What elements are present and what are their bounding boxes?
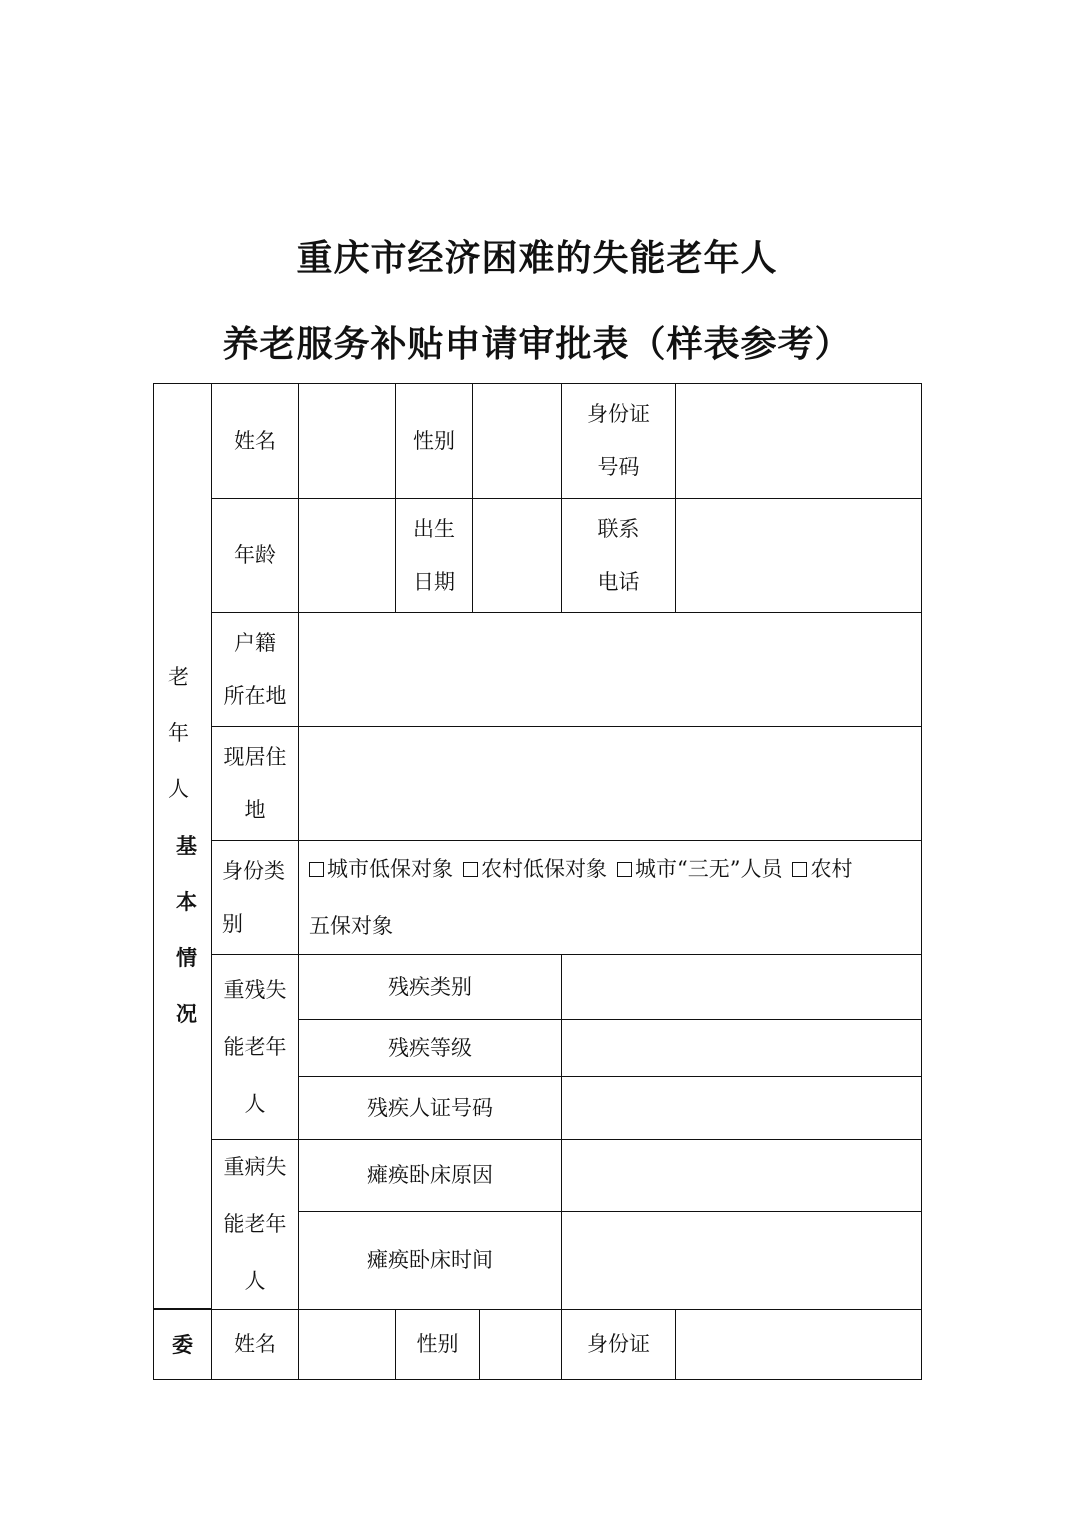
residence-label: 现居住 地 xyxy=(211,726,299,841)
bedridden-reason-label: 瘫痪卧床原因 xyxy=(298,1139,562,1212)
elder-section-header-char: 况 xyxy=(176,1001,197,1026)
id-number-label: 身份证 号码 xyxy=(561,383,676,499)
elder-section-header-char: 人 xyxy=(168,777,189,801)
option-urban-dibao[interactable]: 城市低保对象 xyxy=(309,857,453,881)
residence-field[interactable] xyxy=(298,726,922,841)
agent-id-label: 身份证 xyxy=(561,1309,676,1380)
disability-level-label: 残疾等级 xyxy=(298,1019,562,1077)
elder-section-header-char: 基 xyxy=(176,833,197,858)
age-label: 年龄 xyxy=(211,498,299,613)
checkbox-icon[interactable] xyxy=(463,862,478,877)
bedridden-reason-field[interactable] xyxy=(561,1139,922,1212)
bedridden-time-label: 瘫痪卧床时间 xyxy=(298,1211,562,1310)
name-field[interactable] xyxy=(298,383,396,499)
agent-name-label: 姓名 xyxy=(211,1309,299,1380)
gender-field[interactable] xyxy=(472,383,562,499)
age-field[interactable] xyxy=(298,498,396,613)
elder-section-header xyxy=(153,383,212,1309)
elder-section-header-char: 情 xyxy=(176,945,197,970)
elder-section-header-char: 年 xyxy=(168,721,189,745)
disability-type-field[interactable] xyxy=(561,954,922,1020)
option-rural-wubao[interactable]: 农村 xyxy=(792,857,852,881)
form-title-line-1: 重庆市经济困难的失能老年人 xyxy=(296,237,778,279)
disability-cert-label: 残疾人证号码 xyxy=(298,1076,562,1140)
disability-level-field[interactable] xyxy=(561,1019,922,1077)
birth-date-label: 出生 日期 xyxy=(395,498,473,613)
birth-date-field[interactable] xyxy=(472,498,562,613)
gender-label: 性别 xyxy=(395,383,473,499)
name-label: 姓名 xyxy=(211,383,299,499)
elder-section-header-text xyxy=(168,665,197,1026)
hukou-field[interactable] xyxy=(298,612,922,727)
checkbox-icon[interactable] xyxy=(792,862,807,877)
ill-group-label: 重病失 能老年 人 xyxy=(211,1139,299,1310)
elder-section-header-char: 老 xyxy=(168,665,189,689)
disability-type-label: 残疾类别 xyxy=(298,954,562,1020)
category-options xyxy=(298,840,922,955)
disabled-group-label: 重残失 能老年 人 xyxy=(211,954,299,1140)
disability-cert-field[interactable] xyxy=(561,1076,922,1140)
bedridden-time-field[interactable] xyxy=(561,1211,922,1310)
hukou-label: 户籍 所在地 xyxy=(211,612,299,727)
agent-gender-field[interactable] xyxy=(479,1309,562,1380)
agent-section-header: 委 xyxy=(153,1309,212,1380)
agent-name-field[interactable] xyxy=(298,1309,396,1380)
option-rural-dibao[interactable]: 农村低保对象 xyxy=(463,857,607,881)
checkbox-icon[interactable] xyxy=(309,862,324,877)
id-number-field[interactable] xyxy=(675,383,922,499)
option-rural-wubao-cont: 五保对象 xyxy=(309,914,393,938)
category-label: 身份类 别 xyxy=(211,840,299,955)
checkbox-icon[interactable] xyxy=(617,862,632,877)
agent-gender-label: 性别 xyxy=(395,1309,480,1380)
phone-field[interactable] xyxy=(675,498,922,613)
form-title-line-2: 养老服务补贴申请审批表（样表参考） xyxy=(222,323,852,365)
agent-id-field[interactable] xyxy=(675,1309,922,1380)
option-urban-sanwu[interactable]: 城市“三无”人员 xyxy=(617,857,782,881)
phone-label: 联系 电话 xyxy=(561,498,676,613)
elder-section-header-char: 本 xyxy=(176,889,197,914)
